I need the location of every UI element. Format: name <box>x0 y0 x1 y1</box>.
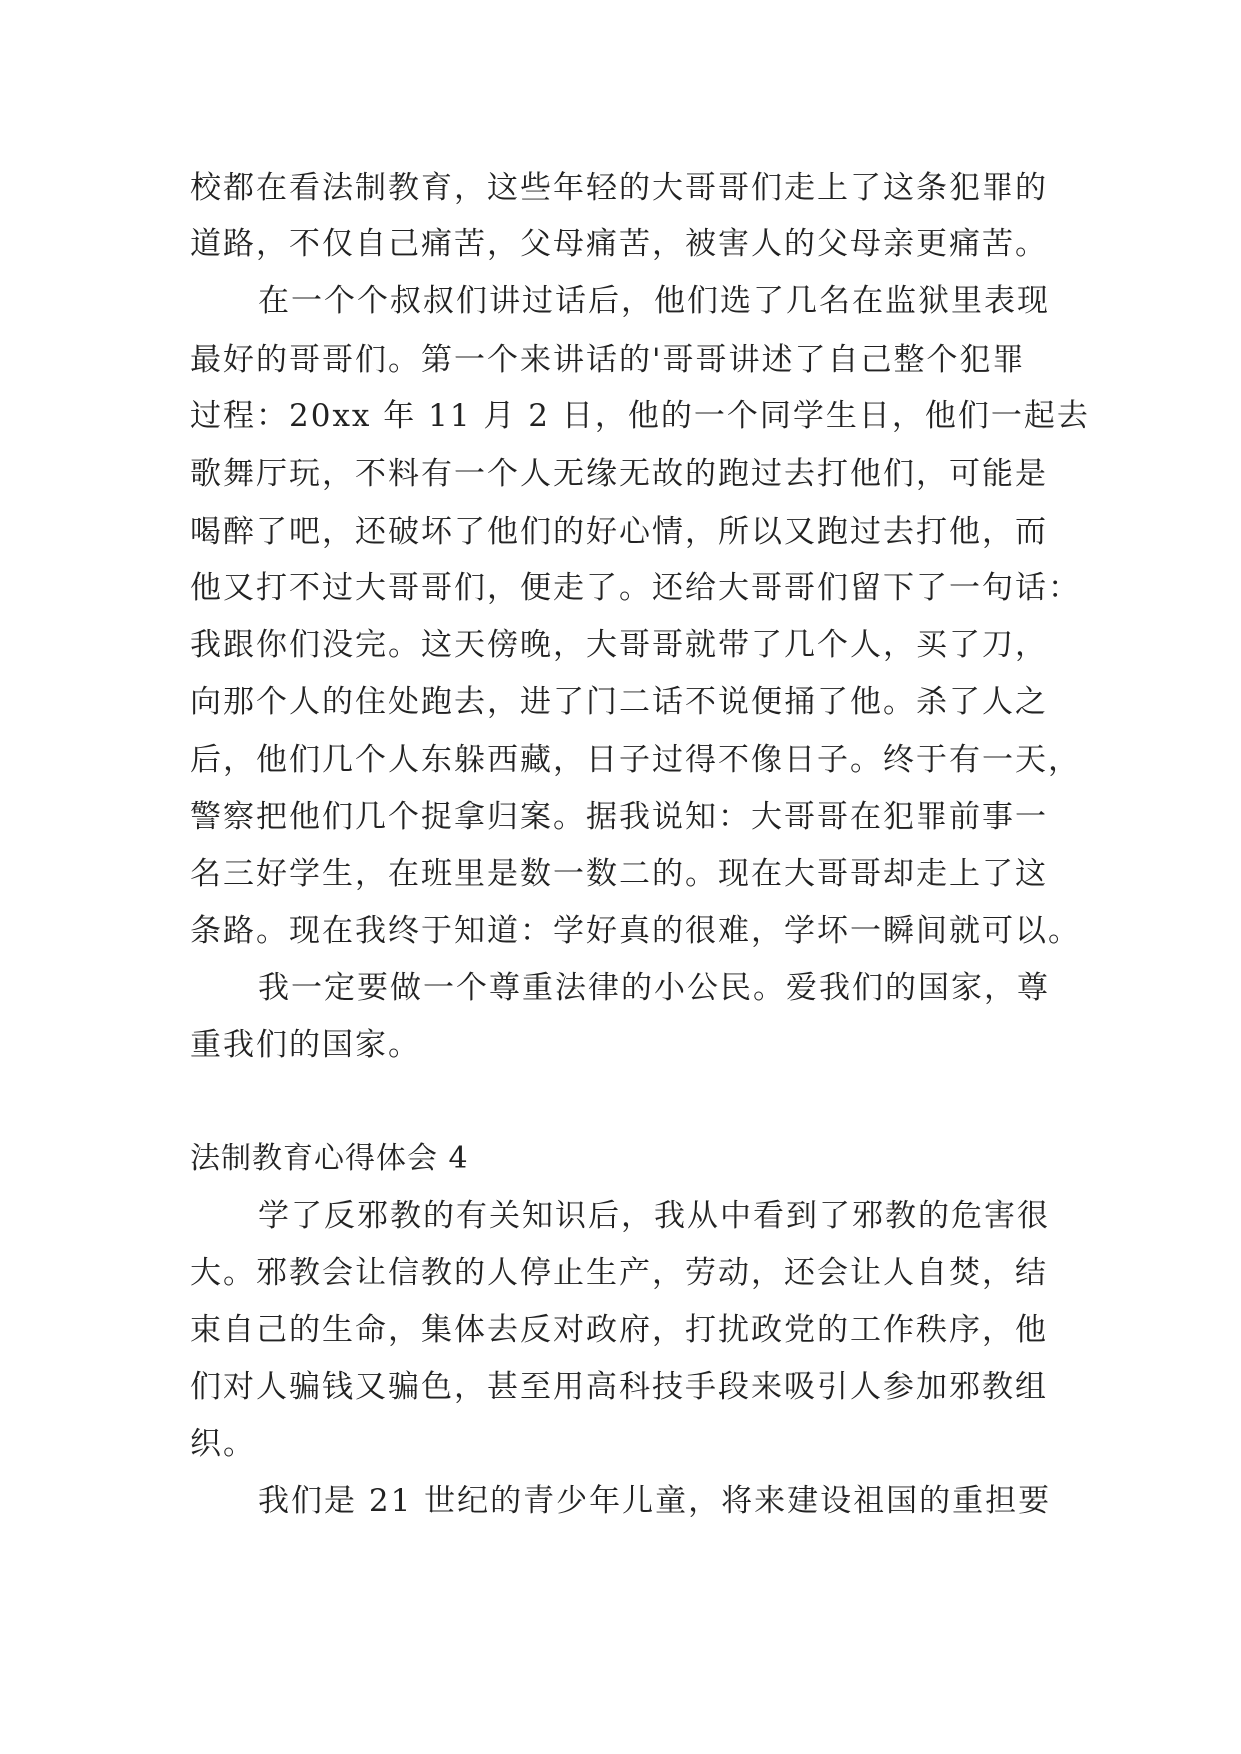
text-line: 最好的哥哥们。第一个来讲话的'哥哥讲述了自己整个犯罪 <box>190 342 1026 378</box>
paragraph-start-line: 我们是 21 世纪的青少年儿童，将来建设祖国的重担要 <box>258 1483 1052 1519</box>
text-line: 重我们的国家。 <box>190 1027 421 1063</box>
section-heading: 法制教育心得体会 4 <box>190 1141 469 1176</box>
text-line: 向那个人的住处跑去，进了门二话不说便捅了他。杀了人之 <box>190 684 1048 720</box>
text-line: 条路。现在我终于知道：学好真的很难，学坏一瞬间就可以。 <box>190 913 1081 949</box>
text-line: 大。邪教会让信教的人停止生产，劳动，还会让人自焚，结 <box>190 1255 1048 1291</box>
text-line: 校都在看法制教育，这些年轻的大哥哥们走上了这条犯罪的 <box>190 170 1048 206</box>
text-line: 过程：20xx 年 11 月 2 日，他的一个同学生日，他们一起去 <box>190 398 1090 434</box>
text-line: 他又打不过大哥哥们，便走了。还给大哥哥们留下了一句话： <box>190 570 1081 606</box>
text-line: 道路，不仅自己痛苦，父母痛苦，被害人的父母亲更痛苦。 <box>190 226 1048 262</box>
text-line: 织。 <box>190 1426 256 1462</box>
text-line: 束自己的生命，集体去反对政府，打扰政党的工作秩序，他 <box>190 1312 1048 1348</box>
paragraph-start-line: 我一定要做一个尊重法律的小公民。爱我们的国家，尊 <box>258 970 1050 1006</box>
text-line: 们对人骗钱又骗色，甚至用高科技手段来吸引人参加邪教组 <box>190 1369 1048 1405</box>
paragraph-start-line: 学了反邪教的有关知识后，我从中看到了邪教的危害很 <box>258 1198 1050 1234</box>
text-line: 后，他们几个人东躲西藏，日子过得不像日子。终于有一天， <box>190 742 1081 778</box>
paragraph-start-line: 在一个个叔叔们讲过话后，他们选了几名在监狱里表现 <box>258 283 1050 319</box>
text-line: 歌舞厅玩，不料有一个人无缘无故的跑过去打他们，可能是 <box>190 456 1048 492</box>
text-line: 喝醉了吧，还破坏了他们的好心情，所以又跑过去打他，而 <box>190 514 1048 550</box>
text-line: 名三好学生，在班里是数一数二的。现在大哥哥却走上了这 <box>190 856 1048 892</box>
text-line: 我跟你们没完。这天傍晚，大哥哥就带了几个人，买了刀， <box>190 627 1048 663</box>
text-line: 警察把他们几个捉拿归案。据我说知：大哥哥在犯罪前事一 <box>190 799 1048 835</box>
